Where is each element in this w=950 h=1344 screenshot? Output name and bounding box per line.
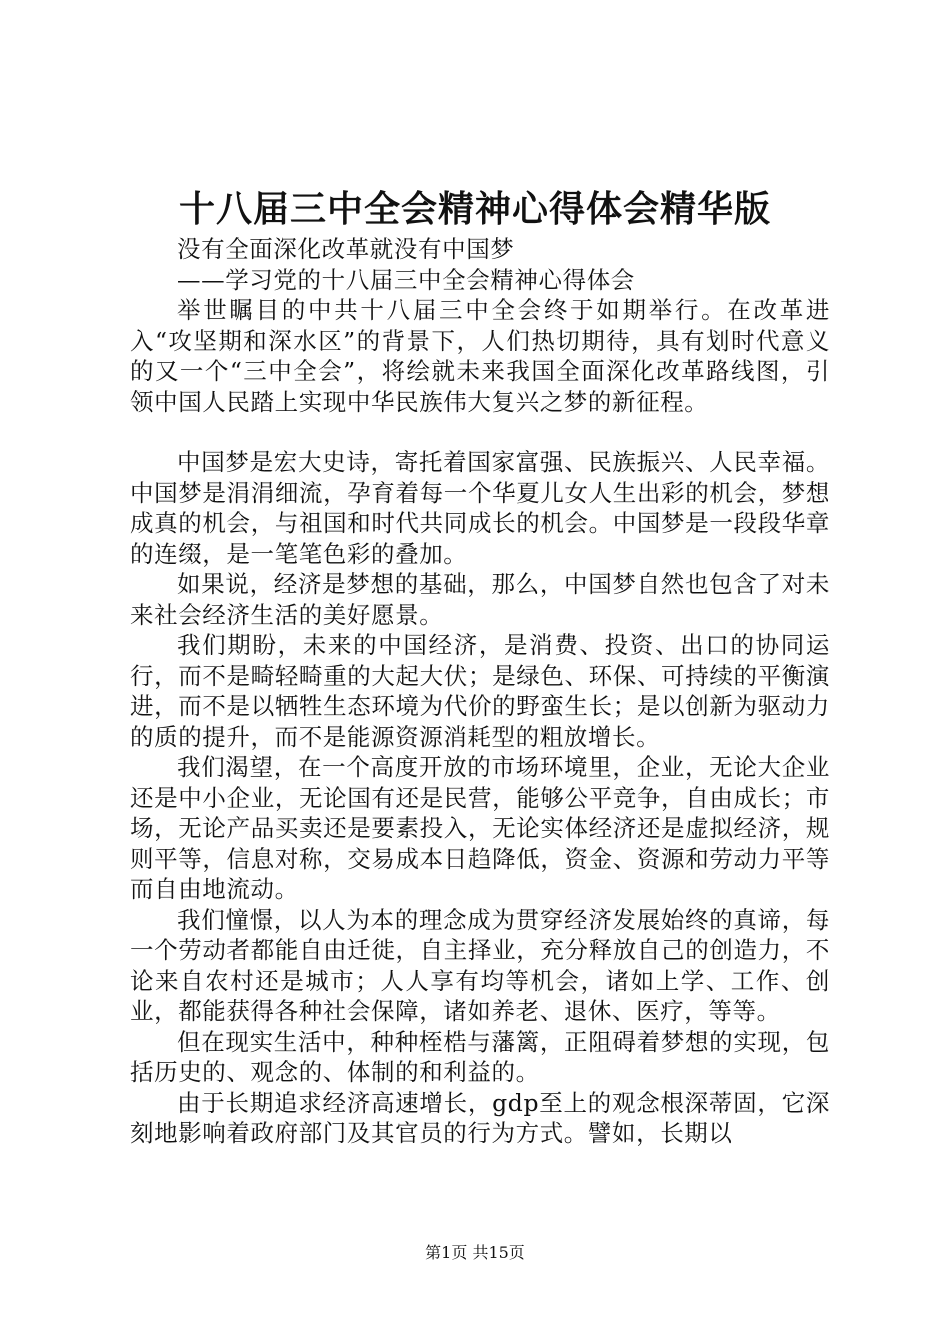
document-title: 十八届三中全会精神心得体会精华版 — [178, 189, 771, 230]
body-paragraph: 但在现实生活中，种种桎梏与藩篱，正阻碍着梦想的实现，包括历史的、观念的、体制的和利益的。 — [130, 1027, 830, 1086]
body-paragraph: 如果说，经济是梦想的基础，那么，中国梦自然也包含了对未来社会经济生活的美好愿景。 — [130, 570, 830, 629]
body-paragraph: 我们渴望，在一个高度开放的市场环境里，企业，无论大企业还是中小企业，无论国有还是民营，能够公平竞争，自由成长；市场，无论产品买卖还是要素投入，无论实体经济还是虚拟经济，规则平等，信息对称，交易成本日趋降低，资金、资源和劳动力平等而自由地流动。 — [130, 753, 830, 903]
body-paragraph: 中国梦是宏大史诗，寄托着国家富强、民族振兴、人民幸福。中国梦是涓涓细流，孕育着每一个华夏儿女人生出彩的机会，梦想成真的机会，与祖国和时代共同成长的机会。中国梦是一段段华章的连缀，是一笔笔色彩的叠加。 — [130, 448, 830, 568]
page-number: 第1页 共15页 — [425, 1243, 525, 1262]
document-body — [130, 234, 830, 1149]
body-paragraph: 我们憧憬，以人为本的理念成为贯穿经济发展始终的真谛，每一个劳动者都能自由迁徙，自主择业，充分释放自己的创造力，不论来自农村还是城市；人人享有均等机会，诸如上学、工作、创业，都能获得各种社会保障，诸如养老、退休、医疗，等等。 — [130, 905, 830, 1025]
subtitle-line: ——学习党的十八届三中全会精神心得体会 — [177, 265, 635, 294]
body-paragraph: 举世瞩目的中共十八届三中全会终于如期举行。在改革进入“攻坚期和深水区”的背景下，人们热切期待，具有划时代意义的又一个“三中全会”，将绘就未来我国全面深化改革路线图，引领中国人民踏上实现中华民族伟大复兴之梦的新征程。 — [130, 296, 830, 416]
body-paragraph: 我们期盼，未来的中国经济，是消费、投资、出口的协同运行，而不是畸轻畸重的大起大伏；是绿色、环保、可持续的平衡演进，而不是以牺牲生态环境为代价的野蛮生长；是以创新为驱动力的质的提升，而不是能源资源消耗型的粗放增长。 — [130, 631, 830, 751]
body-paragraph: 由于长期追求经济高速增长，gdp至上的观念根深蒂固，它深刻地影响着政府部门及其官员的行为方式。譬如，长期以 — [130, 1088, 830, 1147]
subtitle-line: 没有全面深化改革就没有中国梦 — [177, 235, 515, 263]
